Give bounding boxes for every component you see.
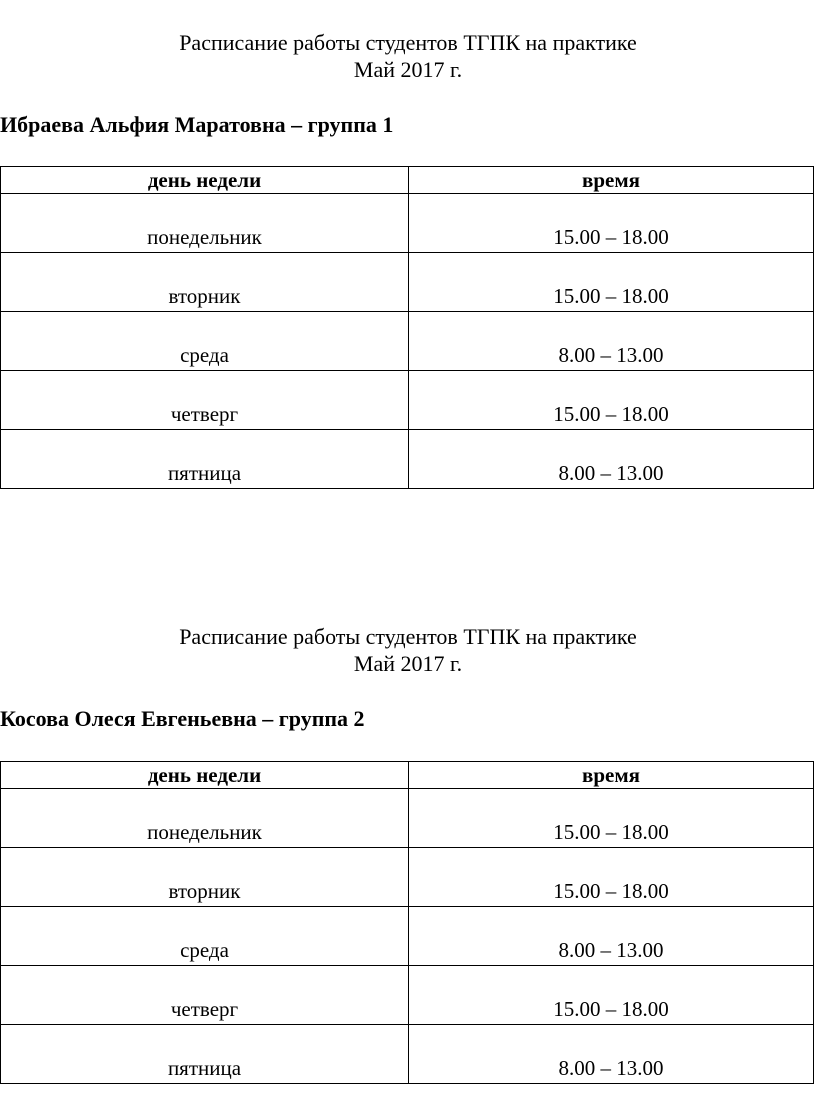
table-header-row (1, 762, 814, 789)
table-row (1, 1025, 814, 1084)
table-row (1, 848, 814, 907)
cell-day: понедельник (1, 194, 409, 253)
header-day: день недели (1, 762, 409, 789)
schedule-title: Расписание работы студентов ТГПК на практике (179, 624, 637, 649)
schedule-date: Май 2017 г. (353, 57, 463, 82)
cell-time: 15.00 – 18.00 (409, 194, 814, 253)
table-row (1, 253, 814, 312)
cell-time: 15.00 – 18.00 (409, 253, 814, 312)
schedule-title: Расписание работы студентов ТГПК на практике (179, 30, 637, 55)
cell-day: пятница (1, 430, 409, 489)
cell-day: вторник (1, 253, 409, 312)
table-row (1, 194, 814, 253)
cell-time: 15.00 – 18.00 (409, 789, 814, 848)
cell-day: среда (1, 907, 409, 966)
cell-day: четверг (1, 966, 409, 1025)
table-row (1, 907, 814, 966)
cell-day: пятница (1, 1025, 409, 1084)
cell-time: 15.00 – 18.00 (409, 966, 814, 1025)
cell-day: понедельник (1, 789, 409, 848)
cell-time: 15.00 – 18.00 (409, 371, 814, 430)
header-time: время (409, 762, 814, 789)
student-name: Косова Олеся Евгеньевна – группа 2 (0, 706, 365, 731)
table-row (1, 966, 814, 1025)
schedule-table (0, 761, 814, 1084)
table-header-row (1, 167, 814, 194)
cell-time: 15.00 – 18.00 (409, 848, 814, 907)
table-row (1, 312, 814, 371)
student-name: Ибраева Альфия Маратовна – группа 1 (0, 112, 394, 137)
table-row (1, 371, 814, 430)
cell-time: 8.00 – 13.00 (409, 312, 814, 371)
cell-time: 8.00 – 13.00 (409, 907, 814, 966)
schedule-date: Май 2017 г. (353, 651, 463, 676)
table-row (1, 430, 814, 489)
cell-day: четверг (1, 371, 409, 430)
cell-time: 8.00 – 13.00 (409, 430, 814, 489)
cell-day: вторник (1, 848, 409, 907)
header-time: время (409, 167, 814, 194)
schedule-table (0, 166, 814, 489)
header-day: день недели (1, 167, 409, 194)
cell-day: среда (1, 312, 409, 371)
cell-time: 8.00 – 13.00 (409, 1025, 814, 1084)
table-row (1, 789, 814, 848)
